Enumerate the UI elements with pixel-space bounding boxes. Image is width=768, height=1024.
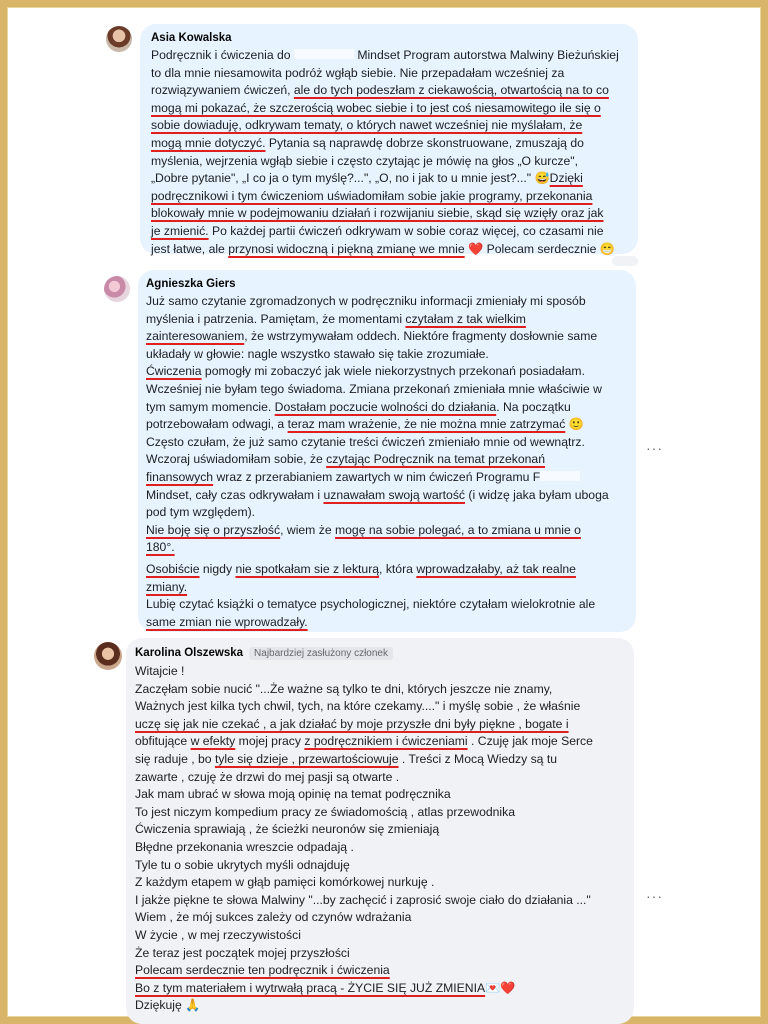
highlighted-text: Dzięki: [549, 171, 583, 186]
text-segment: Już samo czytanie zgromadzonych w podręczniku informacji zmieniały mi sposób: [146, 294, 586, 308]
highlighted-text: zainteresowaniem: [146, 329, 245, 344]
comment-line: [146, 311, 628, 329]
highlighted-text: Ćwiczenia: [146, 364, 202, 379]
text-segment: Ćwiczenia sprawiają , że ścieżki neuronów się zmieniają: [135, 822, 440, 837]
comment-line: [146, 399, 628, 417]
comment-line: [146, 416, 628, 434]
comment-text: [151, 47, 627, 258]
text-segment: jest łatwe, ale: [151, 241, 229, 256]
comment-line: [151, 170, 627, 188]
highlighted-text: finansowych: [146, 469, 214, 484]
text-segment: I jakże piękne te słowa Malwiny "...by zachęcić i zaprosić swoje ciało do działania ...": [135, 892, 591, 907]
text-segment: To jest niczym kompedium pracy ze świadomością , atlas przewodnika: [135, 804, 515, 819]
comment-line: [146, 451, 628, 469]
comment-line: [135, 980, 625, 998]
redacted-area: [540, 471, 580, 481]
comment-line: [151, 82, 627, 100]
comment-line: [151, 188, 627, 206]
comment-line: [146, 328, 628, 346]
comment-line: [135, 698, 625, 716]
avatar-agnieszka[interactable]: [104, 276, 130, 302]
highlighted-text: Bo z tym materiałem i wytrwałą pracą - ŻYCIE SIĘ JUŻ ZMIENIA: [135, 980, 486, 995]
text-segment: Zaczęłam sobie nucić "...Że ważne są tylko te dni, których jeszcze nie znamy,: [135, 681, 553, 696]
comment-line: [135, 804, 625, 822]
text-segment: Często czułam, że już samo czytanie treści ćwiczeń zmieniało mnie od wewnątrz.: [146, 434, 585, 449]
comment-line: [146, 561, 628, 579]
text-segment: Lubię czytać książki o tematyce psychologicznej, niektóre czytałam wielokrotnie ale: [146, 597, 596, 612]
text-segment: rozwiązywaniem ćwiczeń,: [151, 83, 294, 98]
comment-line: [135, 786, 625, 804]
redacted-area: [294, 49, 354, 59]
comment-line: [135, 716, 625, 734]
text-segment: , że wstrzymywałam oddech. Niektóre fragmenty dosłownie same: [244, 329, 598, 344]
text-segment: . Czuję jak moje Serce: [467, 734, 593, 749]
text-segment: , która: [379, 561, 417, 576]
highlighted-text: sobie dowiaduję, odkrywam tematy, o których nawet wcześniej nie myślałam, że: [151, 118, 583, 133]
text-segment: Mindset Program autorstwa Malwiny Bieżuńskiej: [353, 48, 619, 62]
comment-line: [146, 381, 628, 399]
author-name[interactable]: Asia Kowalska: [151, 32, 232, 44]
highlighted-text: mogę na sobie polegać, a to zmiana u mnie o: [334, 522, 581, 537]
comment-line: [135, 962, 625, 980]
text-segment: układały w głowie: nagle wszystko stawało się takie zrozumiałe.: [146, 346, 489, 361]
text-segment: Witajcie !: [135, 664, 185, 678]
comment-line: [146, 293, 628, 311]
comment-line: [151, 47, 627, 65]
highlighted-text: zmiany.: [146, 579, 188, 594]
highlighted-text: tyle się dzieje , przewartościowuje: [214, 751, 399, 766]
comment-bubble-asia: [140, 24, 638, 254]
highlighted-text: same zmian nie wprowadzały.: [146, 614, 308, 629]
text-segment: Błędne przekonania wreszcie odpadają .: [135, 839, 354, 854]
comment-line: [146, 469, 628, 487]
highlighted-text: w efekty: [190, 734, 236, 749]
highlighted-text: z podręcznikiem i ćwiczeniami: [304, 734, 468, 749]
highlighted-text: mogą mnie dotyczyć.: [151, 135, 266, 150]
text-segment: , wiem że: [280, 522, 335, 537]
comment-bubble-karolina: [126, 638, 634, 1024]
text-segment: „Dobre pytanie", „I co ja o tym myślę?...", „O, no i jak to u mnie jest?..." 😅: [151, 171, 550, 186]
comment-line: [135, 909, 625, 927]
highlighted-text: teraz mam wrażenie, że nie można mnie zatrzymać: [287, 417, 566, 432]
text-segment: Mindset, cały czas odkrywałam i: [146, 487, 324, 502]
comment-line: [146, 522, 628, 540]
highlighted-text: Osobiście: [146, 561, 200, 576]
text-segment: 🙂: [565, 417, 584, 432]
comment-line: [135, 997, 625, 1015]
member-badge: Najbardziej zasłużony członek: [249, 647, 393, 660]
text-segment: pomogły mi zobaczyć jak wiele niekorzystnych przekonań posiadałam.: [201, 364, 585, 379]
text-segment: ❤️ Polecam serdecznie 😁: [464, 241, 615, 256]
author-row: [135, 647, 625, 660]
text-segment: Tyle tu o sobie ukrytych myśli odnajduję: [135, 857, 350, 872]
comment-line: [135, 663, 625, 681]
avatar-asia[interactable]: [106, 26, 132, 52]
highlighted-text: je zmienić.: [151, 223, 209, 238]
comment-line: [151, 205, 627, 223]
text-segment: (i widzę jaka byłam uboga: [465, 487, 609, 502]
text-segment: obfitujące: [135, 734, 191, 749]
comment-line: [135, 892, 625, 910]
comment-line: [135, 945, 625, 963]
comment-line: [135, 733, 625, 751]
text-segment: zawarte , czuję że drzwi do mej pasji są otwarte .: [135, 769, 400, 784]
text-segment: Wcześniej nie byłam tego świadoma. Zmiana przekonań zmieniała mnie właściwie w: [146, 381, 602, 396]
text-segment: potrzebowałam odwagi, a: [146, 417, 288, 432]
comment-line: [135, 857, 625, 875]
highlighted-text: blokowały mnie w podejmowaniu działań i rozwijaniu siebie, skąd się wzięły oraz jak: [151, 206, 604, 221]
reaction-badge[interactable]: [612, 256, 638, 266]
text-segment: się raduje , bo: [135, 751, 215, 766]
more-options-icon[interactable]: ···: [646, 440, 663, 456]
author-name[interactable]: Agnieszka Giers: [146, 278, 236, 290]
text-segment: Wiem , że mój sukces zależy od czynów wdrażania: [135, 910, 412, 925]
avatar-karolina[interactable]: [94, 642, 122, 670]
comment-line: [151, 135, 627, 153]
text-segment: Dziękuję 🙏: [135, 998, 201, 1013]
more-options-icon[interactable]: ···: [646, 888, 663, 904]
comment-line: [135, 839, 625, 857]
highlighted-text: uznawałam swoją wartość: [323, 487, 466, 502]
text-segment: Po każdej partii ćwiczeń odkrywam w sobie coraz więcej, co czasami nie: [208, 223, 604, 238]
comment-line: [151, 241, 627, 259]
comment-line: [135, 769, 625, 787]
text-segment: 💌❤️: [485, 980, 516, 995]
highlighted-text: Nie boję się o przyszłość: [146, 522, 281, 537]
comment-line: [146, 434, 628, 452]
comment-line: [146, 363, 628, 381]
comment-line: [135, 927, 625, 945]
highlighted-text: czytając Podręcznik na temat przekonań: [326, 452, 545, 467]
highlighted-text: podręcznikowi i tym ćwiczeniom uświadomiłam sobie jakie programy, przekonania: [151, 188, 593, 203]
highlighted-text: nie spotkałam sie z lekturą: [235, 561, 380, 576]
text-segment: . Na początku: [496, 399, 571, 414]
highlighted-text: 180°.: [146, 540, 175, 555]
text-segment: mojej pracy: [235, 734, 305, 749]
text-segment: to dla mnie niesamowita podróż wgłąb siebie. Nie przepadałam wcześniej za: [151, 65, 565, 80]
comment-line: [146, 504, 628, 522]
highlighted-text: mogą mi pokazać, że szczerością wobec siebie i to jest coś niesamowitego ile się o: [151, 100, 601, 115]
text-segment: Jak mam ubrać w słowa moją opinię na temat podręcznika: [135, 787, 451, 802]
text-segment: Podręcznik i ćwiczenia do: [151, 48, 294, 62]
text-segment: . Treści z Mocą Wiedzy są tu: [398, 751, 558, 766]
comment-line: [146, 614, 628, 632]
text-segment: Ważnych jest kilka tych chwil, tych, na które czekamy...." i myślę sobie , że właśnie: [135, 699, 581, 714]
comment-text: [146, 293, 628, 631]
highlighted-text: Dostałam poczucie wolności do działania: [274, 399, 497, 414]
highlighted-text: uczę się jak nie czekać , a jak działać by moje przyszłe dni były piękne , bogate i: [135, 716, 569, 731]
comment-bubble-agnieszka: [138, 270, 636, 632]
text-segment: Że teraz jest początek mojej przyszłości: [135, 945, 350, 960]
comment-line: [146, 596, 628, 614]
comment-line: [135, 821, 625, 839]
comment-line: [151, 100, 627, 118]
comment-line: [146, 539, 628, 557]
highlighted-text: wprowadzałaby, aż tak realne: [416, 561, 576, 576]
highlighted-text: czytałam z tak wielkim: [405, 311, 526, 326]
comment-line: [151, 65, 627, 83]
text-segment: W życie , w mej rzeczywistości: [135, 927, 301, 942]
text-segment: Z każdym etapem w głąb pamięci komórkowej nurkuję .: [135, 875, 435, 890]
author-name[interactable]: Karolina Olszewska: [135, 647, 244, 659]
highlighted-text: przynosi widoczną i piękną zmianę we mnie: [228, 241, 465, 256]
text-segment: nigdy: [199, 561, 236, 576]
comment-line: [151, 117, 627, 135]
text-segment: myślenia, wejrzenia wgłąb siebie i często czytając je mówię na głos „O kurcze",: [151, 153, 578, 168]
comment-line: [135, 751, 625, 769]
comment-text: [135, 663, 625, 1015]
highlighted-text: ale do tych podeszłam z ciekawością, otwartością na to co: [293, 83, 609, 98]
text-segment: wraz z przerabianiem zawartych w nim ćwiczeń Programu F: [213, 469, 541, 484]
comment-line: [146, 579, 628, 597]
text-segment: Wczoraj uświadomiłam sobie, że: [146, 452, 327, 467]
text-segment: Pytania są naprawdę dobrze skonstruowane, zmuszają do: [265, 135, 584, 150]
text-segment: pod tym względem).: [146, 505, 256, 520]
text-segment: myślenia i patrzenia. Pamiętam, że momentami: [146, 311, 406, 326]
highlighted-text: Polecam serdecznie ten podręcznik i ćwiczenia: [135, 963, 390, 978]
comment-line: [135, 681, 625, 699]
comment-line: [151, 223, 627, 241]
comment-line: [146, 346, 628, 364]
comment-line: [146, 487, 628, 505]
comment-line: [151, 153, 627, 171]
text-segment: tym samym momencie.: [146, 399, 275, 414]
comment-line: [135, 874, 625, 892]
